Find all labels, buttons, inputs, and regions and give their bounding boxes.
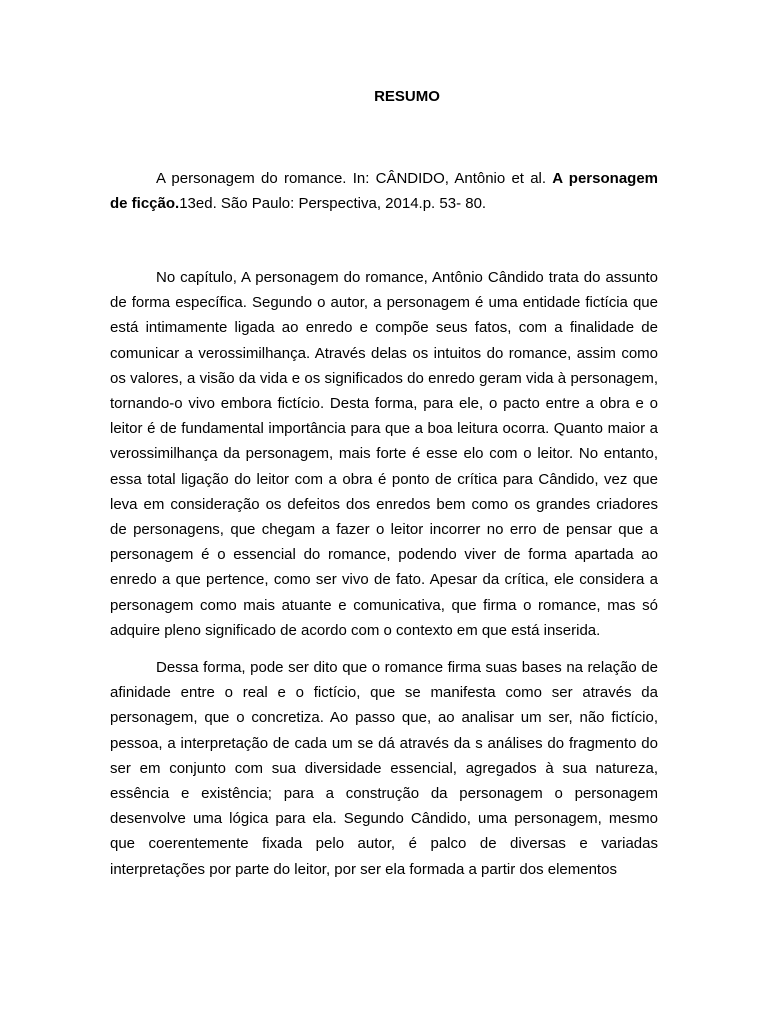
paragraph-1: No capítulo, A personagem do romance, Antônio Cândido trata do assunto de forma específica. Segundo o autor, a personagem é uma entidade fictícia que está intimamente ligada ao enredo e compõe seus fatos, com a finalidade de comunicar a verossimilhança. Através delas os intuitos do romance, assim como os valores, a visão da vida e os significados do enredo geram vida à personagem, tornando-o vivo embora fictício. Desta forma, para ele, o pacto entre a obra e o leitor é de fundamental importância para que a boa leitura ocorra. Quanto maior a verossimilhança da personagem, mais forte é esse elo com o leitor. No entanto, essa total ligação do leitor com a obra é ponto de crítica para Cândido, vez que leva em consideração os defeitos dos enredos bem como os grandes criadores de personagens, que chegam a fazer o leitor incorrer no erro de pensar que a personagem é o essencial do romance, podendo viver de forma apartada ao enredo a que pertence, como ser vivo de fato. Apesar da crítica, ele considera a personagem como mais atuante e comunicativa, que firma o romance, mas só adquire pleno significado de acordo com o contexto em que está inserida. xyxy=(110,269,658,639)
reference-book-title: A personagem de ficção. xyxy=(110,170,659,212)
paragraph-2: Dessa forma, pode ser dito que o romance firma suas bases na relação de afinidade entre o real e o fictício, que se manifesta como ser através da personagem, que o concretiza. Ao passo que, ao analisar um ser, não fictício, pessoa, a interpretação de cada um se dá através da s análises do fragmento do ser em conjunto com sua diversidade essencial, agregados à sua natureza, essência e existência; para a construção da personagem o personagem desenvolve uma lógica para ela. Segundo Cândido, uma personagem, mesmo que coerentemente fixada pelo autor, é palco de diversas e variadas interpretações por parte do leitor, por ser ela formada a partir dos elementos xyxy=(110,659,658,878)
summary-body xyxy=(110,265,658,894)
reference-suffix: 13ed. São Paulo: Perspectiva, 2014.p. 53- 80. xyxy=(179,195,487,212)
bibliographic-reference xyxy=(110,166,658,216)
reference-prefix: A personagem do romance. In: CÂNDIDO, Antônio et al. xyxy=(156,170,553,187)
page-title: RESUMO xyxy=(374,88,440,105)
